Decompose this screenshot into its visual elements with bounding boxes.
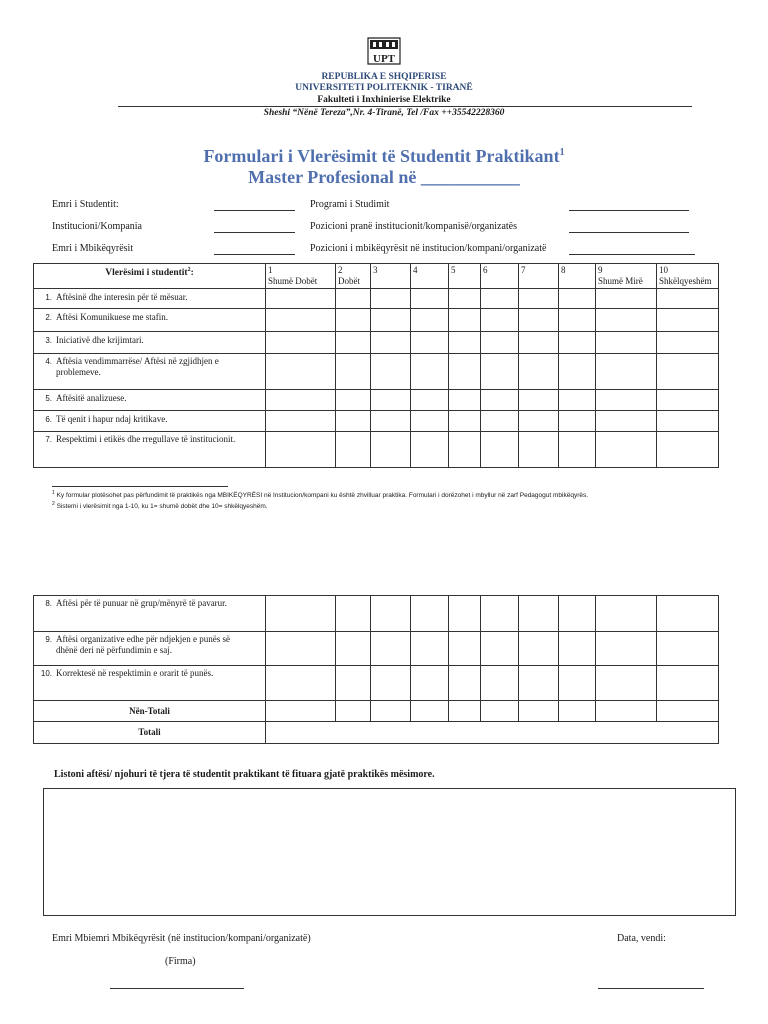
criterion-score-cell[interactable] <box>481 289 519 309</box>
institution-line[interactable] <box>214 232 295 233</box>
table-row <box>34 432 719 468</box>
criterion-score-cell[interactable] <box>411 354 449 390</box>
criterion-score-cell[interactable] <box>449 309 481 332</box>
criterion-score-cell[interactable] <box>266 289 336 309</box>
scale-description: Shumë Dobët <box>268 276 318 286</box>
criterion-score-cell[interactable] <box>371 596 411 632</box>
criterion-score-cell[interactable] <box>519 354 559 390</box>
criterion-score-cell[interactable] <box>519 666 559 701</box>
supervisor-label: Emri i Mbikëqyrësit <box>52 243 134 254</box>
criterion-cell <box>34 354 266 390</box>
additional-skills-prompt: Listoni aftësi/ njohuri të tjera të studentit praktikant të fituara gjatë praktikës mësimore. <box>54 769 435 780</box>
criterion-score-cell[interactable] <box>559 596 596 632</box>
logo-text: UPT <box>373 53 395 65</box>
criterion-score-cell[interactable] <box>371 289 411 309</box>
signature-line[interactable] <box>110 988 244 989</box>
criterion-score-cell[interactable] <box>266 632 336 666</box>
criterion-score-cell[interactable] <box>411 432 449 468</box>
scale-header-5 <box>449 264 481 289</box>
criterion-score-cell[interactable] <box>519 632 559 666</box>
form-subtitle: Master Profesional në ___________ <box>248 167 520 187</box>
criterion-score-cell[interactable] <box>481 666 519 701</box>
criterion-score-cell[interactable] <box>411 596 449 632</box>
criterion-score-cell[interactable] <box>266 666 336 701</box>
criterion-score-cell[interactable] <box>519 432 559 468</box>
total-row <box>34 722 719 744</box>
criterion-score-cell[interactable] <box>657 309 719 332</box>
criterion-number: 4. <box>45 357 52 366</box>
criterion-score-cell[interactable] <box>596 666 657 701</box>
criterion-score-cell[interactable] <box>411 390 449 411</box>
criterion-cell <box>34 289 266 309</box>
criterion-text: Aftësi për të punuar në grup/mënyrë të pavarur. <box>56 598 227 608</box>
scale-number: 10 <box>659 265 668 275</box>
criterion-score-cell[interactable] <box>519 411 559 432</box>
criterion-number: 8. <box>45 599 52 608</box>
scale-number: 5 <box>451 265 456 275</box>
criterion-score-cell[interactable] <box>266 390 336 411</box>
position-label: Pozicioni pranë institucionit/kompanisë/organizatës <box>310 221 517 232</box>
table-header-row <box>34 264 719 289</box>
criterion-score-cell[interactable] <box>481 411 519 432</box>
additional-skills-box[interactable] <box>43 788 736 916</box>
header-label: Vlerësimi i studentit <box>105 268 188 279</box>
address-line: Sheshi “Nënë Tereza”,Nr. 4-Tiranë, Tel /Fax ++35542228360 <box>263 108 505 118</box>
criterion-score-cell[interactable] <box>596 309 657 332</box>
scale-header-7 <box>519 264 559 289</box>
criterion-score-cell[interactable] <box>411 289 449 309</box>
criterion-score-cell[interactable] <box>559 411 596 432</box>
supervisor-position-line[interactable] <box>569 254 695 255</box>
criterion-text: Aftësitë analizuese. <box>56 393 127 403</box>
criterion-score-cell[interactable] <box>657 432 719 468</box>
criterion-score-cell[interactable] <box>371 354 411 390</box>
criterion-text: Iniciativë dhe krijimtari. <box>56 335 144 345</box>
criterion-cell <box>34 332 266 354</box>
subtotal-label: Nën-Totali <box>34 701 266 722</box>
subtotal-score-cell[interactable] <box>336 701 371 722</box>
criterion-number: 7. <box>45 435 52 444</box>
criterion-score-cell[interactable] <box>449 289 481 309</box>
criterion-score-cell[interactable] <box>559 332 596 354</box>
criterion-number: 10. <box>40 669 52 678</box>
program-line[interactable] <box>569 210 689 211</box>
criterion-score-cell[interactable] <box>371 309 411 332</box>
criterion-score-cell[interactable] <box>371 666 411 701</box>
subtotal-score-cell[interactable] <box>411 701 449 722</box>
position-line[interactable] <box>569 232 689 233</box>
supervisor-name-label: Emri Mbiemri Mbikëqyrësit (në institucion/kompani/organizatë) <box>52 933 311 944</box>
criterion-cell <box>34 390 266 411</box>
supervisor-line[interactable] <box>214 254 295 255</box>
criterion-score-cell[interactable] <box>657 390 719 411</box>
criterion-score-cell[interactable] <box>559 309 596 332</box>
criterion-score-cell[interactable] <box>519 390 559 411</box>
criterion-score-cell[interactable] <box>481 390 519 411</box>
criterion-number: 1. <box>45 293 52 302</box>
criterion-score-cell[interactable] <box>596 432 657 468</box>
criterion-text: Respektimi i etikës dhe rregullave të institucionit. <box>56 434 236 444</box>
program-label: Programi i Studimit <box>310 199 390 210</box>
form-title <box>0 142 768 167</box>
university-logo <box>364 34 404 70</box>
criterion-score-cell[interactable] <box>596 411 657 432</box>
criterion-score-cell[interactable] <box>336 666 371 701</box>
criterion-score-cell[interactable] <box>596 354 657 390</box>
criterion-score-cell[interactable] <box>449 632 481 666</box>
criterion-score-cell[interactable] <box>519 309 559 332</box>
criterion-text: Aftësi organizative edhe për ndjekjen e punës së dhënë deri në përfundimin e saj. <box>56 634 231 655</box>
criterion-score-cell[interactable] <box>336 289 371 309</box>
subtotal-score-cell[interactable] <box>449 701 481 722</box>
table-row <box>34 632 719 666</box>
criterion-score-cell[interactable] <box>336 390 371 411</box>
subtotal-score-cell[interactable] <box>481 701 519 722</box>
criterion-score-cell[interactable] <box>519 596 559 632</box>
criterion-score-cell[interactable] <box>481 632 519 666</box>
criterion-score-cell[interactable] <box>657 596 719 632</box>
criterion-cell <box>34 411 266 432</box>
scale-number: 2 <box>338 265 343 275</box>
header-rule <box>118 106 692 107</box>
criterion-score-cell[interactable] <box>266 432 336 468</box>
criterion-score-cell[interactable] <box>449 332 481 354</box>
criterion-text: Të qenit i hapur ndaj kritikave. <box>56 414 168 424</box>
criterion-score-cell[interactable] <box>657 332 719 354</box>
criterion-score-cell[interactable] <box>336 309 371 332</box>
criterion-number: 5. <box>45 394 52 403</box>
footnote-1-text: Ky formular plotësohet pas përfundimit të praktikës nga MBIKËQYRËSI në Institucion/kompani ku është zhvilluar praktika. Formulari i dorëzohet i mbyllur në zarf Pedagogut mbikëqyrës. <box>56 492 589 500</box>
criterion-score-cell[interactable] <box>411 666 449 701</box>
criterion-score-cell[interactable] <box>411 309 449 332</box>
scale-header-2 <box>336 264 371 289</box>
criterion-score-cell[interactable] <box>481 432 519 468</box>
scale-number: 7 <box>521 265 526 275</box>
faculty-heading: Fakulteti i Inxhinierise Elektrike <box>317 95 451 105</box>
republic-heading: REPUBLIKA E SHQIPERISE <box>321 72 447 82</box>
table-row <box>34 666 719 701</box>
scale-description: Dobët <box>338 276 360 286</box>
header-criterion-cell <box>34 264 266 289</box>
criterion-score-cell[interactable] <box>336 632 371 666</box>
signature-label: (Firma) <box>165 956 196 967</box>
footnote-separator <box>52 486 228 487</box>
criterion-score-cell[interactable] <box>657 411 719 432</box>
criterion-score-cell[interactable] <box>559 632 596 666</box>
footnote-1-mark: 1 <box>52 490 55 496</box>
scale-number: 3 <box>373 265 378 275</box>
criterion-score-cell[interactable] <box>266 332 336 354</box>
scale-header-8 <box>559 264 596 289</box>
criterion-score-cell[interactable] <box>336 411 371 432</box>
criterion-score-cell[interactable] <box>596 332 657 354</box>
criterion-cell <box>34 309 266 332</box>
criterion-score-cell[interactable] <box>336 596 371 632</box>
scale-header-9 <box>596 264 657 289</box>
criterion-text: Korrektesë në respektimin e orarit të punës. <box>56 668 214 678</box>
criterion-score-cell[interactable] <box>371 390 411 411</box>
date-line[interactable] <box>598 988 704 989</box>
criterion-score-cell[interactable] <box>481 309 519 332</box>
criterion-score-cell[interactable] <box>449 432 481 468</box>
criterion-score-cell[interactable] <box>657 289 719 309</box>
form-title-text: Formulari i Vlerësimit të Studentit Praktikant <box>203 146 560 166</box>
criterion-score-cell[interactable] <box>596 596 657 632</box>
criterion-cell <box>34 596 266 632</box>
criterion-score-cell[interactable] <box>411 332 449 354</box>
criterion-cell <box>34 666 266 701</box>
criterion-number: 9. <box>45 635 52 644</box>
criterion-score-cell[interactable] <box>411 411 449 432</box>
criterion-score-cell[interactable] <box>266 596 336 632</box>
criterion-score-cell[interactable] <box>519 289 559 309</box>
criterion-score-cell[interactable] <box>657 666 719 701</box>
criterion-number: 3. <box>45 336 52 345</box>
subtotal-score-cell[interactable] <box>559 701 596 722</box>
criterion-cell <box>34 632 266 666</box>
total-label: Totali <box>34 722 266 744</box>
header-colon: : <box>190 268 194 279</box>
criterion-score-cell[interactable] <box>336 432 371 468</box>
table-row <box>34 289 719 309</box>
subtotal-score-cell[interactable] <box>266 701 336 722</box>
footnote-2-text: Sistemi i vlerësimit nga 1-10, ku 1= shumë dobët dhe 10= shkëlqyeshëm. <box>56 503 268 511</box>
criterion-score-cell[interactable] <box>411 632 449 666</box>
criterion-score-cell[interactable] <box>481 354 519 390</box>
student-name-line[interactable] <box>214 210 295 211</box>
student-name-label: Emri i Studentit: <box>52 199 119 210</box>
criterion-text: Aftësinë dhe interesin për të mësuar. <box>56 292 188 302</box>
subtotal-score-cell[interactable] <box>519 701 559 722</box>
scale-number: 9 <box>598 265 603 275</box>
date-place-label: Data, vendi: <box>617 933 666 944</box>
criterion-score-cell[interactable] <box>266 411 336 432</box>
criterion-score-cell[interactable] <box>371 332 411 354</box>
table-row <box>34 596 719 632</box>
criterion-text: Aftësia vendimmarrëse/ Aftësi në zgjidhjen e problemeve. <box>56 356 219 377</box>
scale-header-3 <box>371 264 411 289</box>
criterion-score-cell[interactable] <box>559 354 596 390</box>
scale-header-10 <box>657 264 719 289</box>
criterion-score-cell[interactable] <box>519 332 559 354</box>
criterion-score-cell[interactable] <box>371 432 411 468</box>
criterion-score-cell[interactable] <box>449 596 481 632</box>
table-row <box>34 390 719 411</box>
criterion-score-cell[interactable] <box>481 332 519 354</box>
scale-description: Shkëlqyeshëm <box>659 276 712 286</box>
scale-header-4 <box>411 264 449 289</box>
footnote-1 <box>52 489 768 500</box>
scale-number: 1 <box>268 265 273 275</box>
table-row <box>34 309 719 332</box>
table-row <box>34 411 719 432</box>
footnote-2 <box>52 500 768 511</box>
criterion-score-cell[interactable] <box>449 411 481 432</box>
criterion-number: 2. <box>45 313 52 322</box>
scale-description: Shumë Mirë <box>598 276 643 286</box>
criterion-number: 6. <box>45 415 52 424</box>
table-row <box>34 354 719 390</box>
subtotal-score-cell[interactable] <box>371 701 411 722</box>
criterion-score-cell[interactable] <box>596 289 657 309</box>
supervisor-position-label: Pozicioni i mbikëqyrësit në institucion/kompani/organizatë <box>310 243 547 254</box>
criterion-score-cell[interactable] <box>336 354 371 390</box>
criterion-score-cell[interactable] <box>266 354 336 390</box>
subtotal-score-cell[interactable] <box>596 701 657 722</box>
criterion-cell <box>34 432 266 468</box>
criterion-text: Aftësi Komunikuese me stafin. <box>56 312 168 322</box>
criterion-score-cell[interactable] <box>336 332 371 354</box>
evaluation-table-continued <box>33 595 719 744</box>
criterion-score-cell[interactable] <box>371 632 411 666</box>
university-heading: UNIVERSITETI POLITEKNIK - TIRANË <box>295 83 473 93</box>
criterion-score-cell[interactable] <box>266 309 336 332</box>
footnote-ref-1: 1 <box>559 147 565 158</box>
institution-label: Institucioni/Kompania <box>52 221 142 232</box>
criterion-score-cell[interactable] <box>596 390 657 411</box>
subtotal-score-cell[interactable] <box>657 701 719 722</box>
criterion-score-cell[interactable] <box>481 596 519 632</box>
criterion-score-cell[interactable] <box>657 632 719 666</box>
scale-header-1 <box>266 264 336 289</box>
footnote-2-mark: 2 <box>52 501 55 507</box>
criterion-score-cell[interactable] <box>371 411 411 432</box>
scale-header-6 <box>481 264 519 289</box>
subtotal-row <box>34 701 719 722</box>
criterion-score-cell[interactable] <box>559 432 596 468</box>
criterion-score-cell[interactable] <box>449 666 481 701</box>
criterion-score-cell[interactable] <box>596 632 657 666</box>
criterion-score-cell[interactable] <box>449 390 481 411</box>
footnote-ref-2: 2 <box>187 267 191 273</box>
criterion-score-cell[interactable] <box>449 354 481 390</box>
scale-number: 4 <box>413 265 418 275</box>
scale-number: 6 <box>483 265 488 275</box>
criterion-score-cell[interactable] <box>559 390 596 411</box>
scale-number: 8 <box>561 265 566 275</box>
criterion-score-cell[interactable] <box>559 666 596 701</box>
total-value-cell[interactable] <box>266 722 719 744</box>
criterion-score-cell[interactable] <box>559 289 596 309</box>
evaluation-table <box>33 263 719 468</box>
table-row <box>34 332 719 354</box>
criterion-score-cell[interactable] <box>657 354 719 390</box>
